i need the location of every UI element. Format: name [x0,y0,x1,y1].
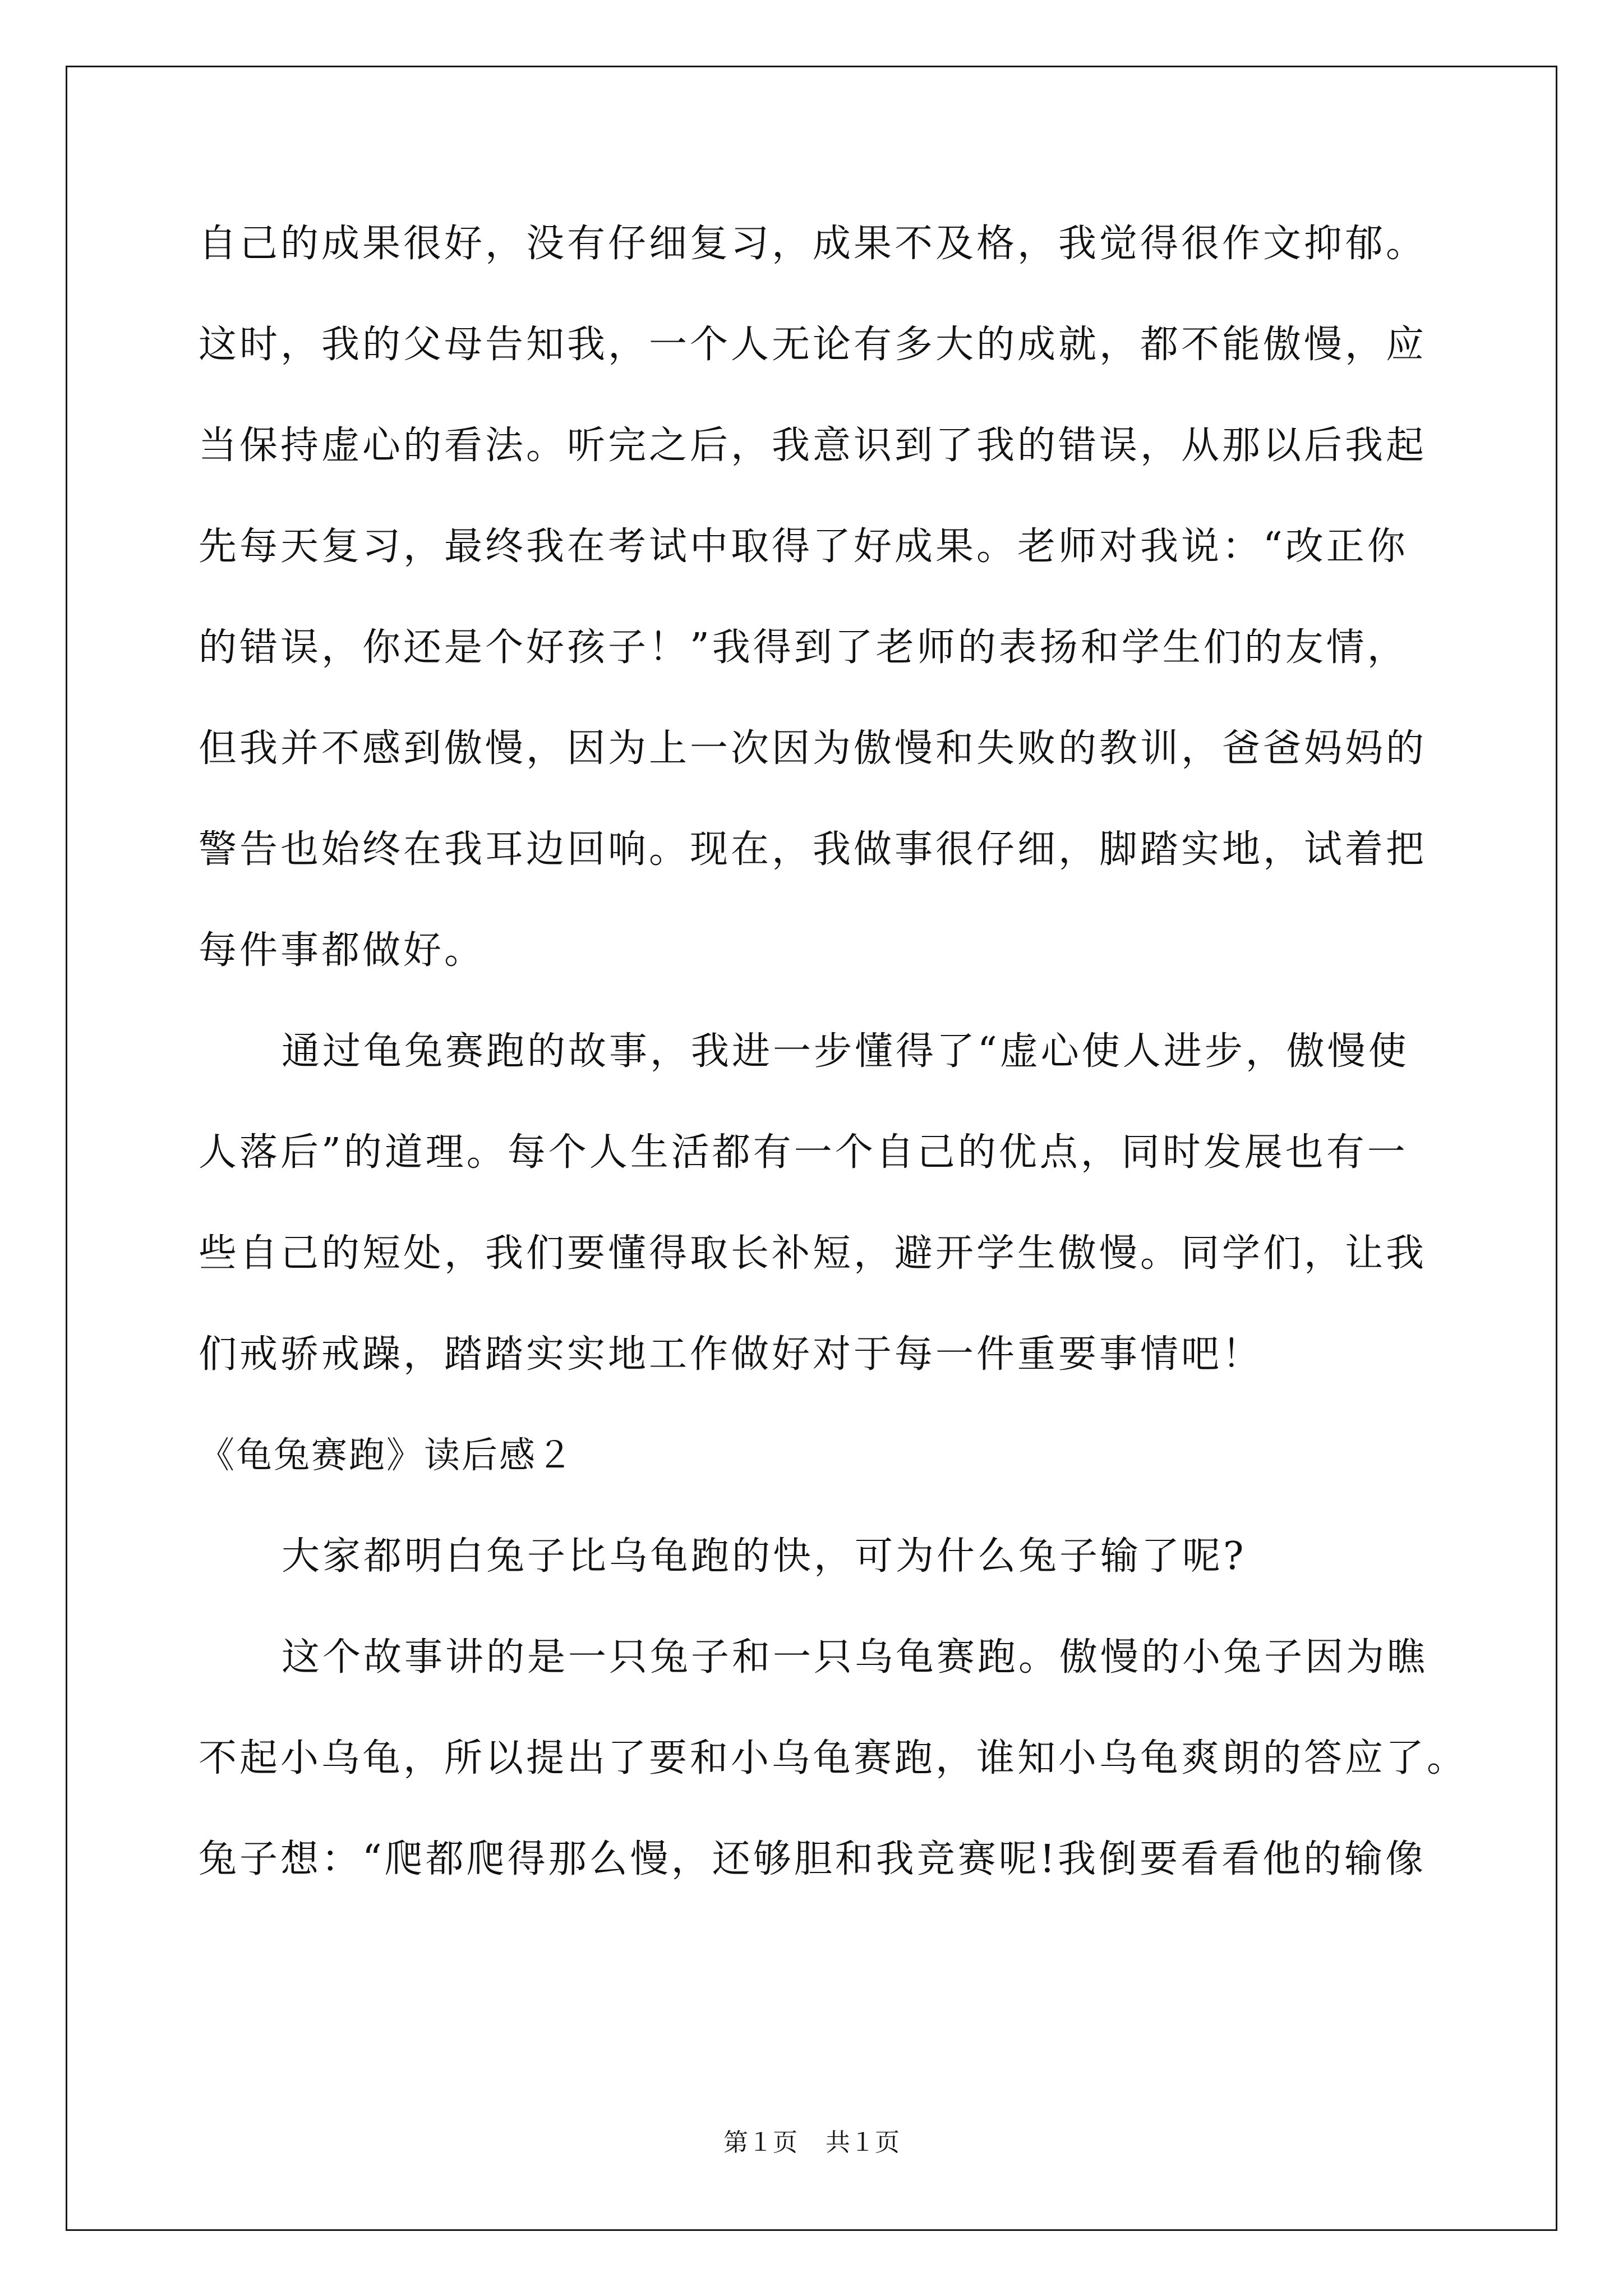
paragraph-line: 通过龟兔赛跑的故事，我进一步懂得了“虚心使人进步，傲慢使 [282,1029,1409,1074]
paragraph-line: 不起小乌龟，所以提出了要和小乌龟赛跑，谁知小乌龟爽朗的答应了。 [199,1736,1468,1780]
page-number: 第１页 [723,2128,797,2157]
paragraph-line: 先每天复习，最终我在考试中取得了好成果。老师对我说：“改正你 [199,524,1408,569]
section-heading: 《龟兔赛跑》读后感２ [199,1435,574,1476]
paragraph-line: 的错误，你还是个好孩子！”我得到了老师的表扬和学生们的友情， [199,625,1408,670]
page-footer [0,2126,1623,2160]
paragraph-line: 这时，我的父母告知我，一个人无论有多大的成就，都不能傲慢，应 [199,323,1427,367]
paragraph-line: 大家都明白兔子比乌龟跑的快，可为什么兔子输了呢? [282,1534,1247,1579]
paragraph-line: 但我并不感到傲慢，因为上一次因为傲慢和失败的教训，爸爸妈妈的 [199,726,1427,771]
paragraph-line: 些自己的短处，我们要懂得取长补短，避开学生傲慢。同学们，让我 [199,1231,1427,1276]
paragraph-line: 自己的成果很好，没有仔细复习，成果不及格，我觉得很作文抑郁。 [199,222,1427,266]
paragraph-line: 当保持虚心的看法。听完之后，我意识到了我的错误，从那以后我起 [199,424,1427,468]
paragraph-line: 警告也始终在我耳边回响。现在，我做事很仔细，脚踏实地，试着把 [199,827,1427,872]
paragraph-line: 们戒骄戒躁，踏踏实实地工作做好对于每一件重要事情吧！ [199,1332,1264,1377]
paragraph-line: 兔子想：“爬都爬得那么慢，还够胆和我竞赛呢!我倒要看看他的输像 [199,1837,1427,1881]
paragraph-line: 人落后”的道理。每个人生活都有一个自己的优点，同时发展也有一 [199,1130,1408,1175]
paragraph-line: 每件事都做好。 [199,928,486,973]
paragraph-line: 这个故事讲的是一只兔子和一只乌龟赛跑。傲慢的小兔子因为瞧 [282,1635,1428,1680]
page-total: 共１页 [826,2128,900,2157]
